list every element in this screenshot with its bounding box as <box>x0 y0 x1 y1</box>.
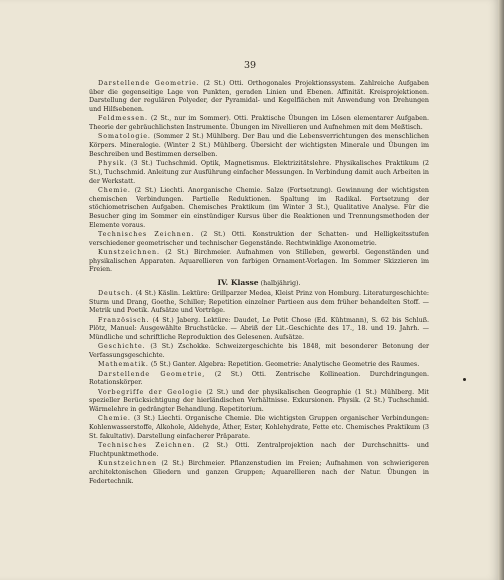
paragraph <box>89 187 429 231</box>
paragraph-text: (2 St.) Otti. Zentrische Kollineation. Durchdringungen. Rotationskörper. <box>89 370 429 387</box>
paragraph-lead: Mathematik. <box>98 361 149 369</box>
paragraph <box>89 460 429 486</box>
paragraph-text: (2 St.) Birchmeier. Pflanzenstudien im Freien; Aufnahmen von schwierigeren architektonischen Gliedern und ganzen Gruppen; Aquarellieren nach der Natur. Übungen in Federtechnik. <box>89 460 429 485</box>
section-heading <box>89 278 429 289</box>
paragraph <box>89 415 429 441</box>
ink-dot <box>463 378 466 381</box>
paragraph-text: (2 St.) Otti. Zentralprojektion nach der Durchschnitts- und Fluchtpunktmethode. <box>89 442 429 458</box>
page-number: 39 <box>243 60 257 71</box>
paragraph <box>89 160 429 186</box>
paragraph-text: (4 St.) Käslin. Lektüre: Grillparzer Medea, Kleist Prinz von Homburg. Literaturgeschichte: Sturm und Drang, Goethe, Schiller; Repetition einzelner Partieen aus dem früher behandelten Stoff. — Metrik und Poetik. Aufsätze und Vorträge. <box>89 290 429 315</box>
paragraph <box>89 361 429 370</box>
paragraph <box>89 371 429 388</box>
paragraph <box>89 343 429 360</box>
paragraph-text: (2 St.) Otti. Konstruktion der Schatten- und Helligkeitsstufen verschiedener geometrischer und technischer Gegenstände. Rechtwinklige Axonometrie. <box>89 230 429 247</box>
paragraph-text: (2 St.) Otti. Orthogonales Projektionssystem. Zahlreiche Aufgaben über die gegenseitige Lage von Punkten, geraden Linien und Ebenen. Affinität. Kreisprojektionen. Darstellung der regulären Polyeder, der Pyramidal- und Kegelflächen mit Anwendung von Drehungen und Hilfsebenen. <box>89 80 429 114</box>
paragraph <box>89 389 429 415</box>
page-edge <box>498 0 504 580</box>
paragraph-text: (4 St.) Jaberg. Lektüre: Daudet, Le Petit Chose (Ed. Kühtmann), S. 62 bis Schluß. Plötz, Manuel: Ausgewählte Bruchstücke. — Abriß der Lit.-Geschichte des 17., 18. und 19. Jahrh. — Mündliche und schriftliche Reproduktion des Gelesenen. Aufsätze. <box>89 316 429 342</box>
paragraph-lead: Technisches Zeichnen. <box>98 230 195 238</box>
paragraph <box>89 290 429 316</box>
paragraph <box>89 115 429 132</box>
paragraph <box>89 80 429 115</box>
paragraph-lead: Physik. <box>98 160 128 168</box>
paragraph-text: (2 St.) Birchmeier. Aufnahmen von Stilleben, gewerbl. Gegenständen und physikalischen Apparaten. Aquarellieren von farbigen Ornament-Vorlagen. Im Sommer Skizzieren im Freien. <box>89 248 429 274</box>
paragraph <box>89 317 429 343</box>
paragraph-lead: Feldmessen. <box>98 115 148 123</box>
paragraph <box>89 133 429 159</box>
paragraph-lead: Kunstzeichnen <box>98 460 157 468</box>
paragraph-lead: Deutsch. <box>98 290 134 298</box>
paragraph-lead: Französisch. <box>98 316 150 324</box>
paragraph-lead: Vorbegriffe der Geologie <box>98 388 203 396</box>
paragraph-text: (5 St.) Ganter. Algebra: Repetition. Geometrie: Analytische Geometrie des Raumes. <box>148 361 420 369</box>
paragraph-text: (Sommer 2 St.) Mühlberg. Der Bau und die Lebensverrichtungen des menschlichen Körpers. Mineralogie. (Winter 2 St.) Mühlberg. Übersicht der wichtigsten Minerale und Übungen im Beschreiben und Bestimmen derselben. <box>89 133 429 158</box>
paragraph <box>89 442 429 459</box>
paragraph-text: (2 St., nur im Sommer). Otti. Praktische Übungen im Lösen elementarer Aufgaben. Theorie der gebräuchlichsten Instrumente. Übungen im Nivellieren und Aufnehmen mit dem Meßtisch. <box>89 115 429 132</box>
paragraph <box>89 231 429 248</box>
paragraph-text: (2 St.) und der physikalischen Geographie (1 St.) Mühlberg. Mit spezieller Berücksichtigung der hierländischen Verhältnisse. Exkursionen. Physik. (2 St.) Tuchschmid. Wärmelehre in gedrängter Behandlung. Repetitorium. <box>89 388 429 414</box>
paragraph-lead: Kunstzeichnen. <box>98 248 160 256</box>
section-title: IV. Klasse <box>217 278 259 288</box>
section-subtitle: (halbjährig). <box>258 280 301 288</box>
paragraph-lead: Somatologie. <box>98 133 151 141</box>
paragraph-lead: Darstellende Geometrie, <box>98 370 206 378</box>
paragraph-text: (3 St.) Tuchschmid. Optik, Magnetismus. Elektrizitätslehre. Physikalisches Praktikum (2 St.), Tuchschmid. Anleitung zur Ausführung einfacher Messungen. In Verbindung damit auch Arbeiten in der Werkstatt. <box>89 160 429 185</box>
paragraph-lead: Geschichte. <box>98 343 146 351</box>
paragraph-lead: Darstellende Geometrie. <box>98 80 200 87</box>
paragraph <box>89 249 429 275</box>
paragraph-text: (3 St.) Zschokke. Schweizergeschichte bis 1848, mit besonderer Betonung der Verfassungsgeschichte. <box>89 343 429 360</box>
paragraph-text: (3 St.) Liechti. Organische Chemie. Die wichtigsten Gruppen organischer Verbindungen: Kohlenwasserstoffe, Alkohole, Aldehyde, Äther, Ester, Kohlehydrate, Fette etc. Chemisches Praktikum (3 St. fakultativ). Darstellung einfacherer Präparate. <box>89 415 429 440</box>
paragraph-lead: Chemie. <box>98 415 131 423</box>
paragraph-lead: Chemie. <box>98 186 131 194</box>
paragraph-lead: Technisches Zeichnen. <box>98 442 196 450</box>
paragraph-text: (2 St.) Liechti. Anorganische Chemie. Salze (Fortsetzung). Gewinnung der wichtigsten chemischen Verbindungen. Partielle Reduktionen. Spaltung im Radikal. Fortsetzung der stöchiometrischen Aufgaben. Chemisches Praktikum (im Winter 3 St.), Qualitative Analyse. Für die Besucher ging im Sommer ein einstündiger Kursus über die Reaktionen und Trennungsmethoden der Elemente voraus. <box>89 186 429 229</box>
page-body <box>89 80 429 487</box>
